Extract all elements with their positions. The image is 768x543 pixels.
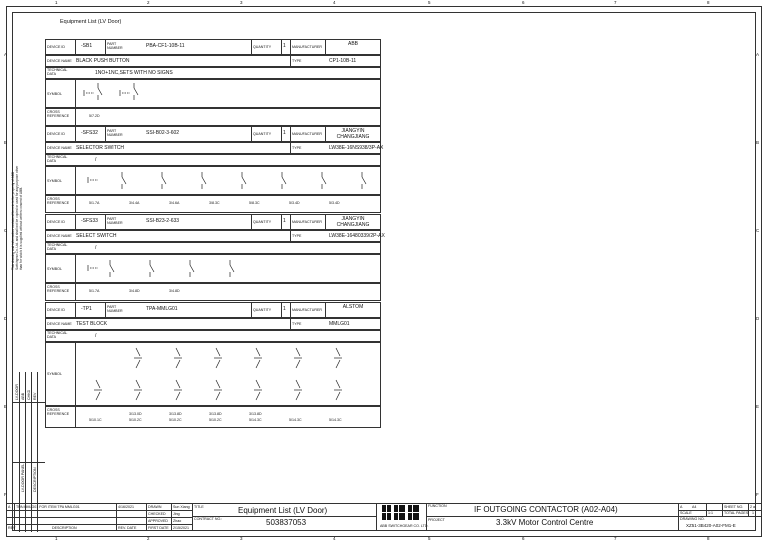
quantity-value: 1: [283, 306, 286, 312]
divider: [105, 302, 106, 318]
divider: [75, 108, 76, 126]
column-number-6: 6: [522, 536, 525, 541]
rev-header: REV: [8, 526, 16, 530]
row-letter-F: F: [4, 492, 7, 497]
technical-data-value: /: [95, 157, 97, 163]
part-number-value: TPA-MMLG01: [146, 306, 178, 312]
column-number-2: 2: [147, 536, 150, 541]
column-number-7: 7: [614, 0, 617, 5]
column-number-5: 5: [428, 0, 431, 5]
cross-reference-value: 3/13.8D: [209, 412, 222, 416]
divider: [105, 214, 106, 230]
function-label: FUNCTION: [428, 504, 447, 508]
manufacturer-value: ABB: [347, 41, 358, 47]
symbol-line: [256, 348, 260, 356]
symbol-line: [256, 360, 260, 368]
symbol-line: [336, 360, 340, 368]
technical-data-value: 1NO+1NC,SETS WITH NO SIGNS: [95, 70, 173, 76]
quantity-label: QUANTITY: [253, 132, 272, 136]
date-value: 4/16/2021: [118, 505, 134, 509]
symbol-line: [176, 392, 180, 400]
row-letter-B: B: [756, 140, 760, 145]
size-value: A4: [692, 505, 697, 509]
symbol-line: [362, 177, 366, 184]
title-label: TITLE: [194, 505, 204, 509]
divider: [290, 39, 291, 55]
symbol-line: [230, 265, 234, 272]
symbol-line: [176, 380, 180, 388]
divider: [281, 214, 282, 230]
device-id-value: -SB1: [81, 43, 93, 49]
approved-label: APPROVED: [148, 519, 168, 523]
cross-reference-value: 5/10.2C: [129, 418, 142, 422]
quantity-label: QUANTITY: [253, 45, 272, 49]
symbol-line: [122, 177, 126, 184]
device-name-value: SELECTOR SWITCH: [76, 145, 124, 151]
device-id-value: -SFS32: [81, 130, 98, 136]
cross-reference-value: 5/8.3C: [249, 201, 260, 205]
column-number-5: 5: [428, 536, 431, 541]
quantity-label: QUANTITY: [253, 220, 272, 224]
symbol-line: [176, 360, 180, 368]
cross-reference-label: CROSS REFERENCE: [47, 285, 70, 293]
strip-text-chkd: CHKD: [27, 389, 31, 400]
device-id-label: DEVICE ID: [47, 220, 65, 224]
symbol-line: [242, 177, 246, 184]
divider: [251, 126, 252, 142]
property-note: This drawing and information contained therein is the property of ABB Switchgear Co. Ltd. and shall not be copied or used for any purpose other than for which it is supplied without written consent of ABB.: [11, 165, 23, 270]
column-number-1: 1: [55, 0, 58, 5]
symbol-line: [134, 88, 138, 95]
technical-data-label: TECHNICAL DATA: [47, 155, 68, 163]
device-block: [45, 39, 381, 126]
symbol-line: [136, 348, 140, 356]
type-value: CP1-10B-11: [329, 58, 357, 64]
symbol-line: [256, 380, 260, 388]
cross-reference-value: 5/1.7A: [89, 289, 100, 293]
row-letter-D: D: [4, 316, 8, 321]
part-number-label: PART NUMBER: [107, 305, 123, 313]
function-value: IF OUTGOING CONTACTOR (A02-A04): [474, 505, 618, 514]
divider: [325, 126, 326, 142]
symbol-line: [216, 380, 220, 388]
symbol-line: [336, 380, 340, 388]
cross-reference-value: 5/3.4D: [289, 201, 300, 205]
symbol-line: [216, 348, 220, 356]
quantity-value: 1: [283, 43, 286, 49]
project-label: PROJECT: [428, 518, 445, 522]
cross-reference-value: 3/4.8D: [129, 289, 140, 293]
device-block: [45, 214, 385, 301]
symbol-line: [296, 392, 300, 400]
divider: [75, 214, 76, 230]
cross-reference-value: 3/8.3C: [209, 201, 220, 205]
symbol-line: [322, 177, 326, 184]
strip-text-abb: ABB: [21, 392, 25, 400]
symbol-line: [336, 392, 340, 400]
manufacturer-label: MANUFACTURER: [292, 45, 322, 49]
symbol-line: [136, 392, 140, 400]
drawing-no-value: XZ51-3B420-A02-FM1-E: [686, 523, 736, 528]
divider: [75, 406, 76, 428]
row-letter-C: C: [4, 228, 8, 233]
column-number-1: 1: [55, 536, 58, 541]
symbol-label: SYMBOL: [47, 91, 62, 96]
cross-reference-value: 5/10.2C: [169, 418, 182, 422]
symbol-line: [216, 392, 220, 400]
part-number-label: PART NUMBER: [107, 129, 123, 137]
symbol-line: [98, 88, 102, 95]
divider: [290, 126, 291, 142]
checked-value: Jing: [173, 512, 180, 516]
technical-data-label: TECHNICAL DATA: [47, 243, 68, 251]
column-number-7: 7: [614, 536, 617, 541]
device-id-label: DEVICE ID: [47, 132, 65, 136]
sheet-value: 2 a: [750, 505, 755, 509]
approved-value: Zhao: [173, 519, 182, 523]
symbol-label: SYMBOL: [47, 372, 62, 376]
column-number-8: 8: [707, 0, 710, 5]
symbol-line: [256, 392, 260, 400]
contract-label: CONTRACT NO.:: [194, 517, 223, 521]
cross-reference-value: 3/13.8D: [249, 412, 262, 416]
technical-data-value: /: [95, 333, 97, 339]
column-number-4: 4: [333, 536, 336, 541]
symbol-label: SYMBOL: [47, 178, 62, 183]
symbol-line: [190, 265, 194, 272]
row-letter-D: D: [756, 316, 760, 321]
divider: [290, 214, 291, 230]
device-block: [45, 126, 384, 213]
divider: [325, 214, 326, 230]
cross-reference-value: 3/4.8D: [169, 289, 180, 293]
symbol-line: [282, 177, 286, 184]
row-letter-E: E: [756, 404, 760, 409]
part-number-label: PART NUMBER: [107, 217, 123, 225]
technical-data-value: /: [95, 245, 97, 251]
type-label: TYPE: [292, 59, 302, 63]
doc-title: Equipment List (LV Door): [238, 506, 328, 515]
scale-value: 1:1: [708, 511, 713, 515]
symbol-drawing: [76, 254, 380, 283]
symbol-line: [296, 380, 300, 388]
divider: [105, 39, 106, 55]
strip-text-panel: LV-DOOR PANEL: [21, 463, 25, 492]
symbol-line: [96, 380, 100, 388]
device-name-value: BLACK PUSH BUTTON: [76, 58, 130, 64]
manufacturer-label: MANUFACTURER: [292, 308, 322, 312]
drawn-label: DRAWN: [148, 505, 162, 509]
divider: [251, 302, 252, 318]
drawn-value: Sun Xiang: [173, 505, 190, 509]
divider: [325, 39, 326, 55]
divider: [75, 39, 76, 55]
page-title: Equipment List (LV Door): [60, 19, 122, 25]
divider: [290, 55, 291, 67]
device-id-value: -SFS33: [81, 218, 98, 224]
manufacturer-label: MANUFACTURER: [292, 132, 322, 136]
divider: [290, 302, 291, 318]
cross-reference-value: 3/13.0D: [129, 412, 142, 416]
device-name-label: DEVICE NAME: [47, 234, 72, 238]
total-pages-value: 1: [752, 511, 754, 515]
device-id-label: DEVICE ID: [47, 45, 65, 49]
type-label: TYPE: [292, 322, 302, 326]
part-number-label: PART NUMBER: [107, 42, 123, 50]
sheet-label: SHEET NO.: [724, 505, 744, 509]
contract-number: 503837053: [266, 518, 307, 527]
divider: [281, 126, 282, 142]
technical-data-label: TECHNICAL DATA: [47, 331, 68, 339]
column-number-6: 6: [522, 0, 525, 5]
divider: [251, 214, 252, 230]
row-letter-B: B: [4, 140, 8, 145]
quantity-label: QUANTITY: [253, 308, 272, 312]
divider: [290, 142, 291, 154]
drawing-no-label: DRAWING NO.: [680, 517, 705, 521]
device-name-label: DEVICE NAME: [47, 146, 72, 150]
device-name-value: SELECT SWITCH: [76, 233, 117, 239]
part-number-value: SSI-B23-2-633: [146, 218, 180, 224]
strip-text-lv-door: LV-DOOR: [15, 384, 19, 400]
symbol-drawing: [76, 79, 380, 108]
divider: [281, 302, 282, 318]
device-name-label: DEVICE NAME: [47, 322, 72, 326]
part-number-value: SSI-B02-3-602: [146, 130, 180, 136]
divider: [75, 126, 76, 142]
cross-reference-label: CROSS REFERENCE: [47, 408, 70, 416]
cross-reference-label: CROSS REFERENCE: [47, 110, 70, 118]
device-id-value: -TP1: [81, 306, 92, 312]
cross-reference-value: 5/10.2C: [209, 418, 222, 422]
divider: [325, 302, 326, 318]
symbol-line: [176, 348, 180, 356]
rev-a: A: [680, 505, 683, 509]
device-name-value: TEST BLOCK: [76, 321, 108, 327]
symbol-drawing: [76, 166, 380, 195]
cross-reference-value: 5/10.1C: [89, 418, 102, 422]
type-value: MMLG01: [329, 321, 350, 327]
cross-reference-value: 5/14.3C: [249, 418, 262, 422]
quantity-value: 1: [283, 218, 286, 224]
row-letter-F: F: [756, 492, 759, 497]
cross-reference-value: 5/3.4D: [329, 201, 340, 205]
scale-label: SCALE: [680, 511, 692, 515]
rev-row-a: A: [8, 505, 11, 509]
symbol-drawing: [76, 342, 380, 406]
cross-reference-label: CROSS REFERENCE: [47, 197, 70, 205]
part-number-value: PBA-CF1-10B-11: [146, 43, 185, 49]
column-number-4: 4: [333, 0, 336, 5]
type-label: TYPE: [292, 234, 302, 238]
symbol-line: [162, 177, 166, 184]
abb-logo: [380, 504, 426, 522]
column-number-2: 2: [147, 0, 150, 5]
cross-reference-value: 3/4.6A: [169, 201, 180, 205]
column-number-8: 8: [707, 536, 710, 541]
divider: [251, 39, 252, 55]
cross-reference-value: 5/14.3C: [329, 418, 342, 422]
quantity-value: 1: [283, 130, 286, 136]
row-letter-A: A: [756, 52, 760, 57]
cross-reference-value: 3/4.4A: [129, 201, 140, 205]
strip-text-description: DESCRIPTION: [33, 467, 37, 492]
technical-data-label: TECHNICAL DATA: [47, 68, 68, 76]
cross-reference-value: 3/13.8D: [169, 412, 182, 416]
symbol-label: SYMBOL: [47, 266, 62, 271]
type-value: LW38E-16NS938/3P-AX: [329, 145, 384, 151]
device-id-label: DEVICE ID: [47, 308, 65, 312]
symbol-line: [216, 360, 220, 368]
column-number-3: 3: [240, 0, 243, 5]
divider: [290, 230, 291, 242]
symbol-line: [296, 348, 300, 356]
project-value: 3.3kV Motor Control Centre: [496, 518, 594, 527]
title-block: [6, 503, 762, 531]
device-block: [45, 302, 381, 428]
manufacturer-value: JIANGYIN CHANGJIANG: [336, 128, 370, 140]
checked-label: CHECKED: [148, 512, 166, 516]
rev-row-a-desc: TPA MMLG01 FOR ITEM TPA MMLG01: [16, 505, 80, 509]
type-label: TYPE: [292, 146, 302, 150]
divider: [75, 195, 76, 213]
symbol-line: [136, 380, 140, 388]
symbol-line: [96, 392, 100, 400]
manufacturer-label: MANUFACTURER: [292, 220, 322, 224]
row-letter-C: C: [756, 228, 760, 233]
symbol-line: [296, 360, 300, 368]
desc-header: DESCRIPTION: [52, 526, 77, 530]
divider: [290, 318, 291, 330]
column-number-3: 3: [240, 536, 243, 541]
cross-reference-value: 5/1.7A: [89, 201, 100, 205]
company-name: ABB SWITCHGEAR CO. LTD.: [380, 524, 429, 528]
symbol-line: [136, 360, 140, 368]
first-date-label: FIRST DATE: [148, 526, 169, 530]
manufacturer-value: ALSTOM: [342, 304, 364, 310]
strip-text-rev: REV: [33, 392, 37, 400]
manufacturer-value: JIANGYIN CHANGJIANG: [336, 216, 370, 228]
symbol-line: [202, 177, 206, 184]
row-letter-A: A: [4, 52, 8, 57]
type-value: LW38E-16480339/2P-AX: [329, 233, 385, 239]
total-pages-label: TOTAL PAGES: [724, 511, 749, 515]
divider: [281, 39, 282, 55]
rev-date-label: REV. DATE: [118, 526, 137, 530]
cross-reference-row: [45, 406, 381, 428]
row-letter-E: E: [4, 404, 8, 409]
cross-reference-value: 5/14.3C: [289, 418, 302, 422]
symbol-line: [336, 348, 340, 356]
cross-reference-value: 5/7.2D: [89, 114, 100, 118]
symbol-line: [110, 265, 114, 272]
symbol-line: [150, 265, 154, 272]
divider: [105, 126, 106, 142]
device-name-label: DEVICE NAME: [47, 59, 72, 63]
first-date-value: 2/15/2021: [173, 526, 189, 530]
